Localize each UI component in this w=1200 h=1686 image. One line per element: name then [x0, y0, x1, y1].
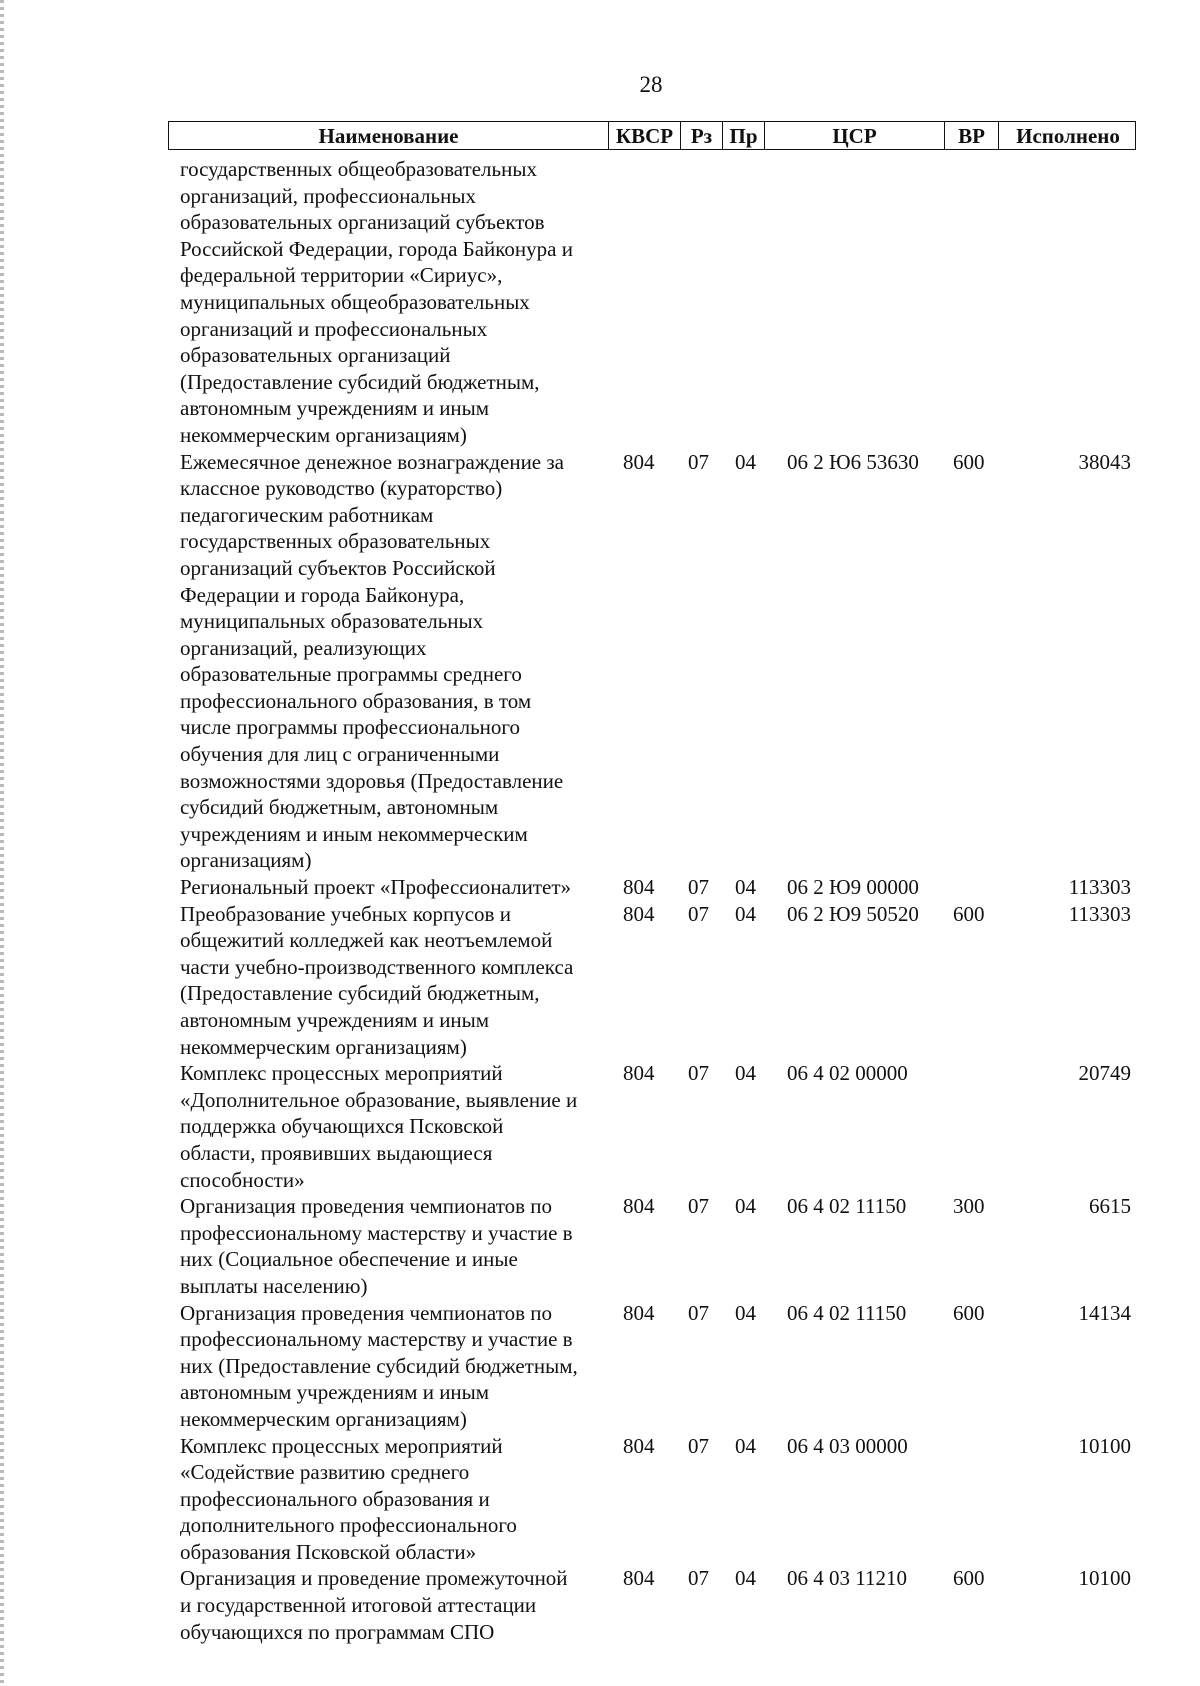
header-executed: Исполнено [1016, 124, 1120, 148]
table-row [168, 1193, 1136, 1299]
scan-edge [0, 0, 4, 1686]
row-csr: 06 4 03 11210 [787, 1566, 907, 1591]
row-csr: 06 2 Ю9 00000 [787, 875, 919, 900]
row-pr: 04 [735, 1061, 756, 1086]
row-kvsr: 804 [623, 1300, 655, 1325]
row-kvsr: 804 [623, 1433, 655, 1458]
row-csr: 06 4 02 00000 [787, 1061, 908, 1086]
row-executed: 6615 [1089, 1194, 1131, 1219]
row-kvsr: 804 [623, 901, 655, 926]
row-pr: 04 [735, 1433, 756, 1458]
row-pr: 04 [735, 449, 756, 474]
row-executed: 20749 [1078, 1061, 1131, 1086]
row-vr: 600 [953, 901, 985, 926]
header-csr: ЦСР [765, 122, 945, 149]
row-executed: 38043 [1078, 449, 1131, 474]
row-vr: 600 [953, 1300, 985, 1325]
row-kvsr: 804 [623, 449, 655, 474]
header-vr: ВР [945, 122, 999, 149]
table-header [168, 121, 1136, 150]
row-rz: 07 [688, 1566, 709, 1591]
row-name: Преобразование учебных корпусов и общежитий колледжей как неотъемлемой части учебно-производственного комплекса (Предоставление субсидий бюджетным, автономным учреждениям и иным некоммерческим организациям) [180, 901, 574, 1059]
table-row [168, 1565, 1136, 1645]
row-name: Организация и проведение промежуточной и государственной итоговой аттестации обучающихся по программам СПО [180, 1566, 568, 1644]
row-executed: 10100 [1078, 1433, 1131, 1458]
row-csr: 06 2 Ю6 53630 [787, 449, 919, 474]
row-name: государственных общеобразовательных организаций, профессиональных образовательных организаций субъектов Российской Федерации, города Байконура и федеральной территории «Сириус», муниципальных общеобразовательных организаций и профессиональных образовательных организаций (Предоставление субсидий бюджетным, автономным учреждениям и иным некоммерческим организациям) [180, 157, 573, 447]
row-csr: 06 4 02 11150 [787, 1300, 907, 1325]
row-vr: 600 [953, 449, 985, 474]
table-body [168, 156, 1136, 1645]
row-kvsr: 804 [623, 1061, 655, 1086]
row-name: Организация проведения чемпионатов по профессиональному мастерству и участие в них (Предоставление субсидий бюджетным, автономным учреждениям и иным некоммерческим организациям) [180, 1300, 578, 1431]
row-executed: 14134 [1078, 1300, 1131, 1325]
row-vr: 600 [953, 1566, 985, 1591]
table-row [168, 449, 1136, 875]
table-row [168, 1300, 1136, 1433]
header-rz: Рз [681, 122, 723, 149]
row-name: Региональный проект «Профессионалитет» [180, 875, 572, 900]
row-pr: 04 [735, 1194, 756, 1219]
row-rz: 07 [688, 449, 709, 474]
row-rz: 07 [688, 1300, 709, 1325]
row-executed: 113303 [1068, 901, 1131, 926]
row-name: Комплекс процессных мероприятий «Дополнительное образование, выявление и поддержка обучающихся Псковской области, проявивших выдающиеся способности» [180, 1061, 578, 1192]
row-rz: 07 [688, 875, 709, 900]
row-name: Организация проведения чемпионатов по профессиональному мастерству и участие в них (Социальное обеспечение и иные выплаты населению) [180, 1194, 573, 1298]
row-name: Комплекс процессных мероприятий «Содействие развитию среднего профессионального образования и дополнительного профессионального образования Псковской области» [180, 1433, 517, 1564]
page-number: 28 [639, 72, 663, 97]
table-row [168, 1433, 1136, 1566]
table-row [168, 874, 1136, 901]
header-pr: Пр [723, 122, 765, 149]
table-row [168, 901, 1136, 1061]
row-executed: 10100 [1078, 1566, 1131, 1591]
row-vr: 300 [953, 1194, 985, 1219]
row-kvsr: 804 [623, 875, 655, 900]
row-rz: 07 [688, 1194, 709, 1219]
row-csr: 06 4 03 00000 [787, 1433, 908, 1458]
row-rz: 07 [688, 1433, 709, 1458]
row-pr: 04 [735, 1300, 756, 1325]
header-name: Наименование [169, 122, 609, 149]
row-pr: 04 [735, 1566, 756, 1591]
table-row [168, 156, 1136, 449]
row-pr: 04 [735, 875, 756, 900]
row-csr: 06 2 Ю9 50520 [787, 901, 919, 926]
table-row [168, 1060, 1136, 1193]
row-kvsr: 804 [623, 1194, 655, 1219]
row-pr: 04 [735, 901, 756, 926]
row-rz: 07 [688, 901, 709, 926]
header-kvsr: КВСР [609, 122, 681, 149]
row-executed: 113303 [1068, 875, 1131, 900]
row-name: Ежемесячное денежное вознаграждение за классное руководство (кураторство) педагогическим работникам государственных образовательных организаций субъектов Российской Федерации и города Байконура, муниципальных образовательных организаций, реализующих образовательные программы среднего профессионального образования, в том числе программы профессионального обучения для лиц с ограниченными возможностями здоровья (Предоставление субсидий бюджетным, автономным учреждениям и иным некоммерческим организациям) [180, 449, 564, 873]
row-rz: 07 [688, 1061, 709, 1086]
row-kvsr: 804 [623, 1566, 655, 1591]
row-csr: 06 4 02 11150 [787, 1194, 907, 1219]
